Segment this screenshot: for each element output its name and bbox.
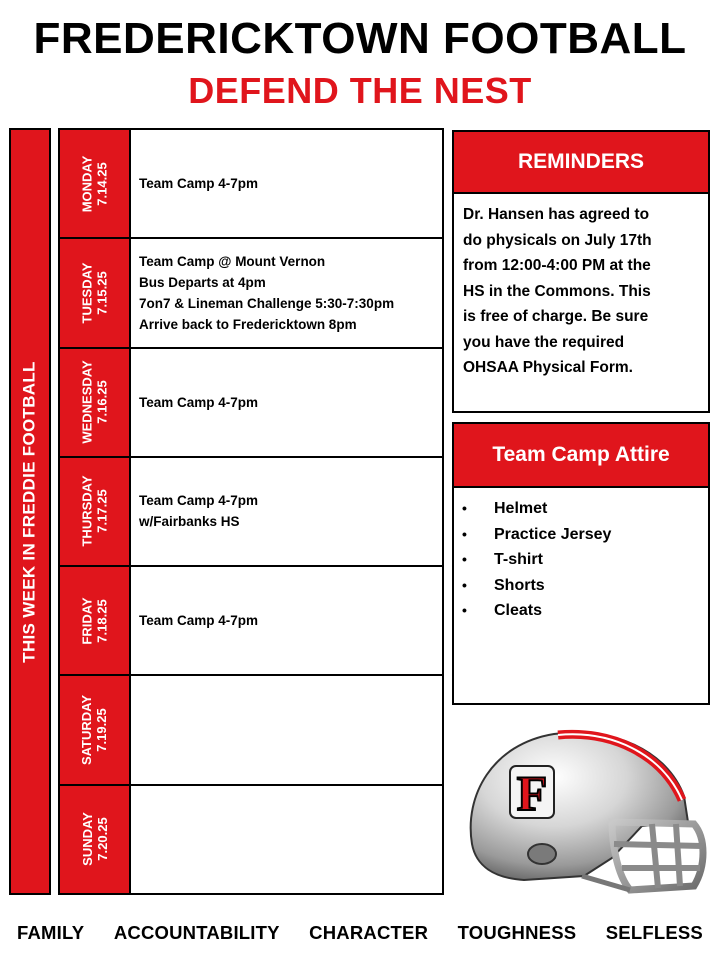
day-label bbox=[60, 567, 131, 674]
day-name: TUESDAY bbox=[79, 262, 95, 324]
attire-item bbox=[462, 547, 708, 573]
side-banner-text: THIS WEEK IN FREDDIE FOOTBALL bbox=[20, 360, 39, 663]
helmet-letter: F bbox=[516, 765, 548, 821]
event-line: 7on7 & Lineman Challenge 5:30-7:30pm bbox=[139, 295, 395, 311]
day-events bbox=[131, 130, 442, 237]
day-label bbox=[60, 786, 131, 893]
event-line: Team Camp 4-7pm bbox=[139, 176, 259, 192]
reminder-line: from 12:00-4:00 PM at the bbox=[463, 257, 651, 274]
bullet-icon: • bbox=[462, 551, 467, 567]
reminder-line: OHSAA Physical Form. bbox=[463, 359, 633, 376]
bullet-icon: • bbox=[462, 576, 467, 593]
event-line: Bus Departs at 4pm bbox=[139, 274, 266, 290]
weekly-schedule bbox=[58, 128, 444, 895]
core-value: SELFLESS bbox=[605, 922, 703, 943]
reminder-line: Dr. Hansen has agreed to bbox=[463, 206, 650, 223]
event-line: Team Camp 4-7pm bbox=[139, 394, 259, 410]
day-events bbox=[131, 239, 442, 346]
attire-item bbox=[462, 496, 708, 522]
day-label-text bbox=[79, 597, 109, 644]
side-banner bbox=[9, 128, 51, 895]
reminders-body bbox=[454, 194, 708, 381]
reminder-line: do physicals on July 17th bbox=[463, 231, 652, 249]
reminders-header: REMINDERS bbox=[454, 132, 708, 194]
attire-item bbox=[462, 573, 708, 599]
day-row-wednesday bbox=[60, 349, 442, 458]
day-label-text bbox=[80, 262, 110, 323]
reminder-line: you have the required bbox=[463, 333, 625, 351]
day-name: SATURDAY bbox=[79, 695, 95, 766]
day-events bbox=[131, 458, 442, 565]
attire-list bbox=[454, 488, 708, 624]
day-row-monday bbox=[60, 130, 442, 239]
attire-item-label: T-shirt bbox=[494, 551, 543, 568]
day-date: 7.18.25 bbox=[94, 599, 110, 643]
reminder-line: is free of charge. Be sure bbox=[463, 308, 649, 325]
page-title: FREDERICKTOWN FOOTBALL bbox=[33, 14, 687, 63]
day-name: SUNDAY bbox=[79, 812, 95, 867]
event-line: Team Camp 4-7pm bbox=[139, 493, 259, 509]
core-value: FAMILY bbox=[17, 922, 85, 943]
day-row-friday bbox=[60, 567, 442, 676]
attire-box bbox=[452, 422, 710, 705]
day-name: FRIDAY bbox=[79, 597, 95, 645]
event-line: Arrive back to Fredericktown 8pm bbox=[139, 316, 357, 332]
event-line: w/Fairbanks HS bbox=[139, 514, 240, 530]
day-label-text bbox=[80, 695, 110, 765]
core-values bbox=[0, 922, 720, 950]
day-label-text bbox=[80, 476, 110, 547]
reminders-box bbox=[452, 130, 710, 413]
day-date: 7.19.25 bbox=[94, 708, 110, 752]
attire-item-label: Cleats bbox=[494, 602, 543, 619]
day-events bbox=[131, 676, 442, 783]
day-label bbox=[60, 676, 131, 783]
day-date: 7.15.25 bbox=[94, 271, 110, 315]
attire-item-label: Helmet bbox=[494, 500, 548, 517]
day-date: 7.14.25 bbox=[94, 161, 110, 206]
day-row-saturday bbox=[60, 676, 442, 785]
core-value: ACCOUNTABILITY bbox=[113, 922, 280, 943]
football-helmet-icon bbox=[462, 726, 710, 898]
reminder-line: HS in the Commons. This bbox=[463, 282, 651, 300]
day-events bbox=[131, 349, 442, 456]
day-label bbox=[60, 458, 131, 565]
day-row-tuesday bbox=[60, 239, 442, 348]
bullet-icon: • bbox=[462, 602, 467, 618]
day-label bbox=[60, 349, 131, 456]
event-line: Team Camp 4-7pm bbox=[139, 613, 259, 629]
day-name: THURSDAY bbox=[79, 475, 95, 547]
core-value: TOUGHNESS bbox=[457, 922, 577, 943]
attire-item bbox=[462, 598, 708, 624]
day-label bbox=[60, 130, 131, 237]
attire-item bbox=[462, 522, 708, 548]
day-date: 7.17.25 bbox=[94, 489, 110, 534]
core-value: CHARACTER bbox=[309, 922, 429, 943]
day-label-text bbox=[79, 812, 109, 866]
day-date: 7.20.25 bbox=[94, 817, 110, 862]
attire-item-label: Practice Jersey bbox=[494, 525, 612, 543]
day-label bbox=[60, 239, 131, 346]
day-events bbox=[131, 786, 442, 893]
day-label-text bbox=[80, 155, 110, 212]
event-line: Team Camp @ Mount Vernon bbox=[139, 253, 326, 269]
day-label-text bbox=[80, 361, 110, 444]
day-name: MONDAY bbox=[79, 155, 95, 212]
day-name: WEDNESDAY bbox=[79, 360, 95, 444]
day-row-sunday bbox=[60, 786, 442, 893]
day-events bbox=[131, 567, 442, 674]
day-row-thursday bbox=[60, 458, 442, 567]
day-date: 7.16.25 bbox=[94, 380, 110, 424]
bullet-icon: • bbox=[462, 500, 467, 516]
page-subtitle: DEFEND THE NEST bbox=[188, 70, 532, 111]
attire-header: Team Camp Attire bbox=[454, 424, 708, 488]
bullet-icon: • bbox=[462, 525, 467, 542]
attire-item-label: Shorts bbox=[494, 576, 545, 594]
